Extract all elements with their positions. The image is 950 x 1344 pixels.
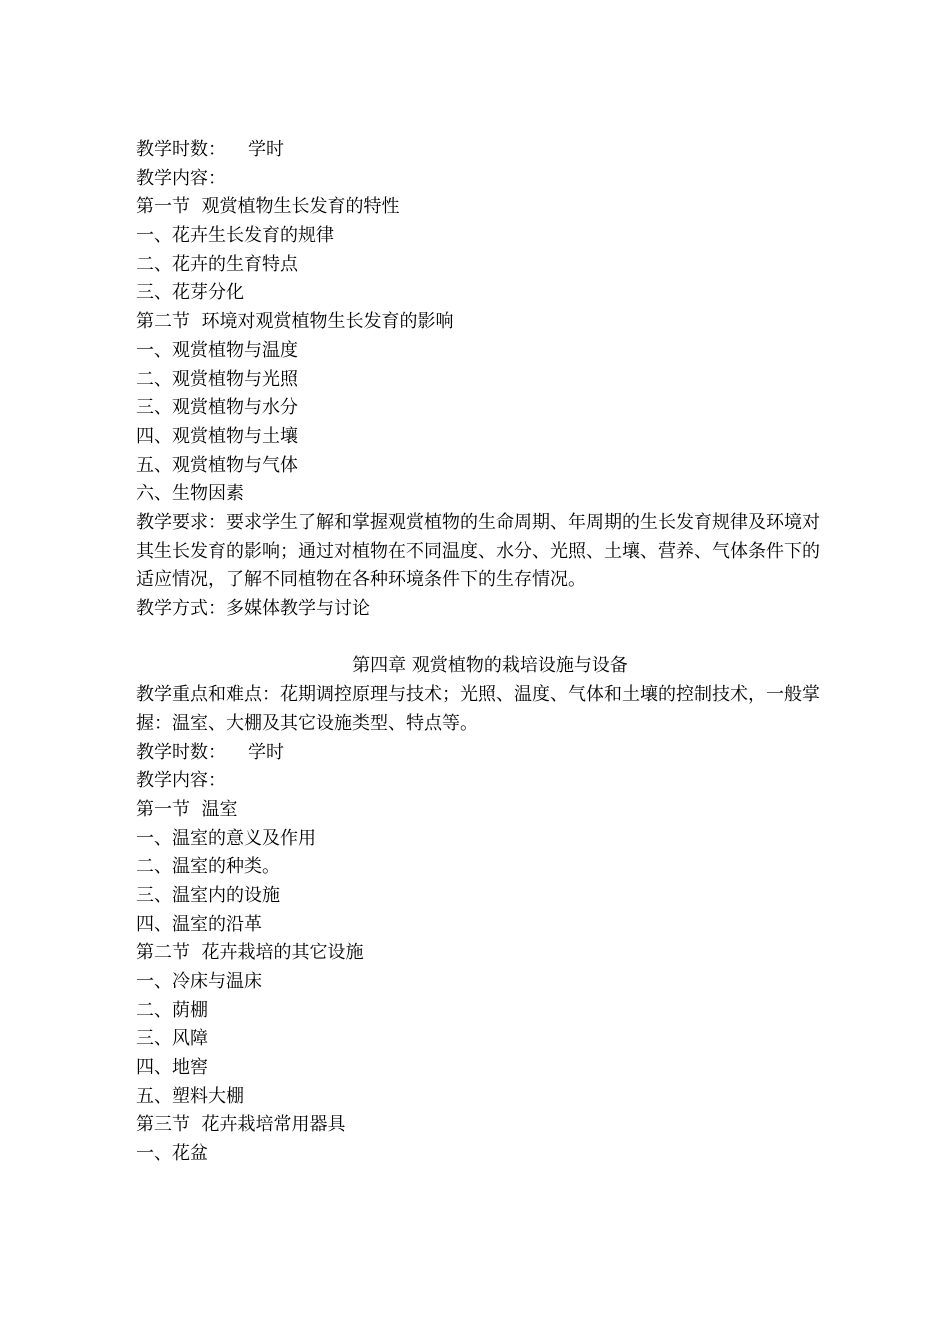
section-heading: 第一节 温室: [136, 798, 238, 820]
section-heading: 第一节 观赏植物生长发育的特性: [136, 196, 400, 218]
chapter-title: 第四章 观赏植物的栽培设施与设备: [352, 655, 628, 677]
list-item: 一、冷床与温床: [136, 971, 262, 993]
spacer: [136, 624, 820, 653]
list-item: 四、地窖: [136, 1057, 208, 1079]
list-item: 五、观赏植物与气体: [136, 454, 298, 476]
content-label: 教学内容：: [136, 770, 226, 792]
hours-label: 教学时数：: [136, 741, 226, 763]
section-heading: 第二节 环境对观赏植物生长发育的影响: [136, 311, 454, 333]
list-item: 三、风障: [136, 1028, 208, 1050]
hours-line: [136, 739, 820, 768]
requirements-paragraph: 教学要求：要求学生了解和掌握观赏植物的生命周期、年周期的生长发育规律及环境对其生长发育的影响；通过对植物在不同温度、水分、光照、土壤、营养、气体条件下的适应情况，了解不同植物在各种环境条件下的生存情况。: [136, 511, 820, 591]
list-item: 一、花盆: [136, 1143, 208, 1165]
list-item: 三、温室内的设施: [136, 884, 280, 906]
list-item: 二、温室的种类。: [136, 856, 280, 878]
hours-label: 教学时数：: [136, 139, 226, 160]
list-item: 四、温室的沿革: [136, 913, 262, 935]
hours-unit: 学时: [248, 741, 284, 763]
list-item: 一、花卉生长发育的规律: [136, 225, 334, 247]
list-item: 一、温室的意义及作用: [136, 827, 316, 849]
list-item: 六、生物因素: [136, 483, 244, 505]
list-item: 四、观赏植物与土壤: [136, 425, 298, 447]
key-points-paragraph: 教学重点和难点：花期调控原理与技术；光照、温度、气体和土壤的控制技术，一般掌握：温室、大棚及其它设施类型、特点等。: [136, 684, 820, 734]
hours-line: [136, 136, 820, 165]
method-line: 教学方式：多媒体教学与讨论: [136, 598, 370, 620]
section-heading: 第三节 花卉栽培常用器具: [136, 1114, 346, 1136]
list-item: 三、花芽分化: [136, 282, 244, 304]
list-item: 五、塑料大棚: [136, 1085, 244, 1107]
list-item: 二、观赏植物与光照: [136, 368, 298, 390]
content-label: 教学内容：: [136, 167, 226, 189]
list-item: 二、荫棚: [136, 999, 208, 1021]
section-heading: 第二节 花卉栽培的其它设施: [136, 942, 364, 964]
list-item: 二、花卉的生育特点: [136, 253, 298, 275]
list-item: 一、观赏植物与温度: [136, 339, 298, 361]
list-item: 三、观赏植物与水分: [136, 397, 298, 419]
hours-unit: 学时: [248, 139, 284, 160]
document-page: [136, 136, 820, 1169]
